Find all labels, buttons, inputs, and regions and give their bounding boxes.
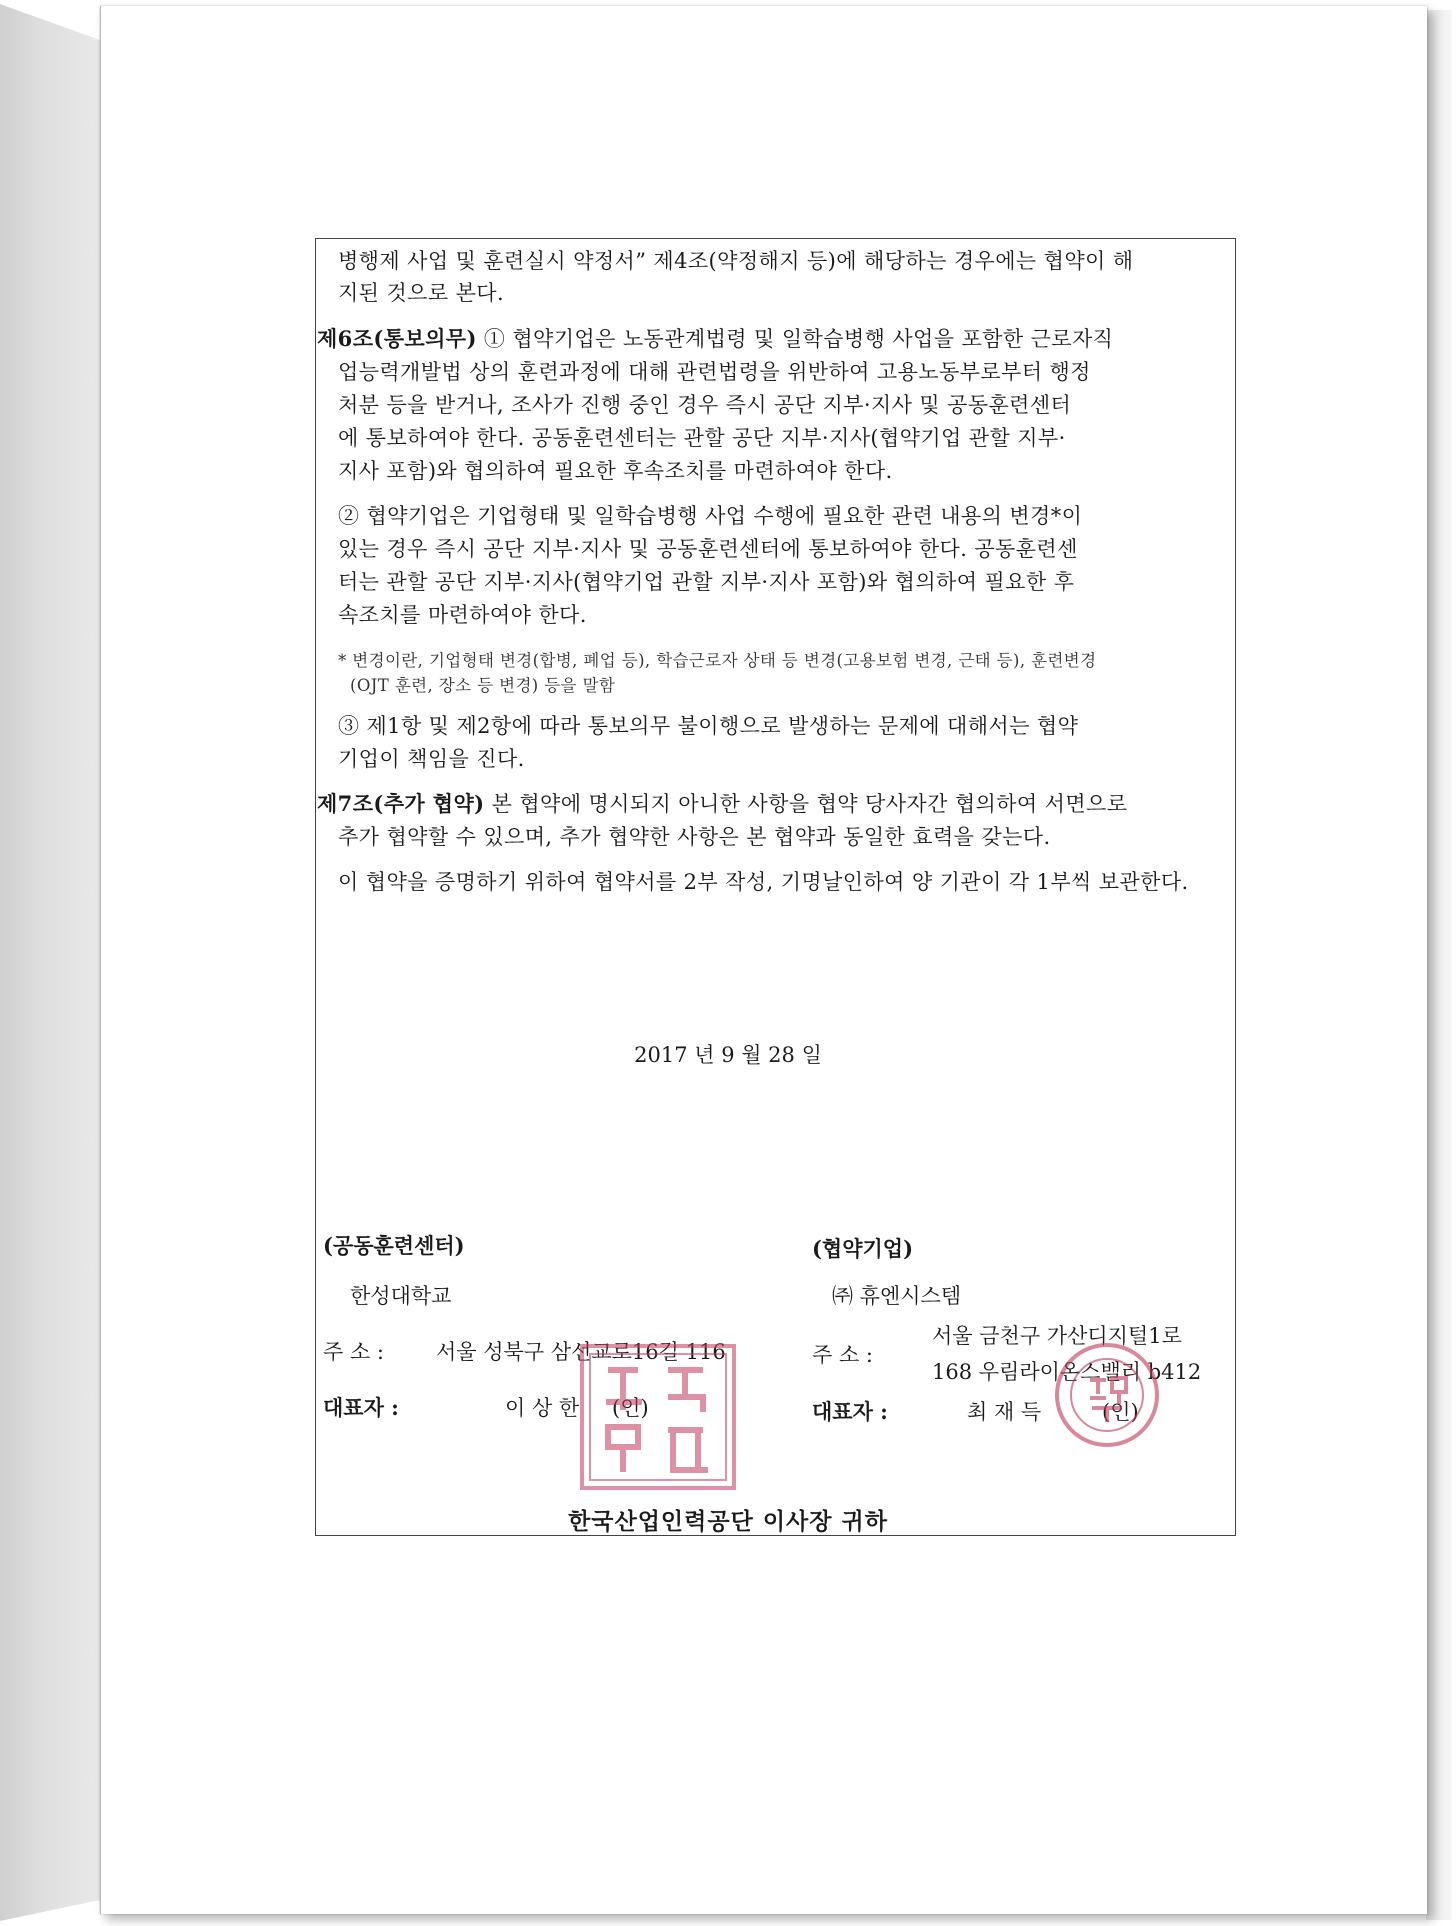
article6-heading: 제6조(통보의무) — [317, 326, 477, 351]
company-round-seal — [1052, 1340, 1162, 1450]
article7-first-line — [317, 788, 1127, 818]
article6-para1-line-1: ① 협약기업은 노동관계법령 및 일학습병행 사업을 포함한 근로자직 — [476, 327, 1114, 351]
continuation-line-2: 지된 것으로 본다. — [338, 281, 505, 305]
right-party-label: (협약기업) — [812, 1236, 914, 1261]
agreement-date: 2017 년 9 월 28 일 — [634, 1043, 822, 1067]
article7-line-2: 추가 협약할 수 있으며, 추가 협약한 사항은 본 협약과 동일한 효력을 갖는다. — [338, 825, 1051, 849]
right-rep-name: 최 재 득 — [967, 1400, 1042, 1424]
article6-para2-line-2: 있는 경우 즉시 공단 지부·지사 및 공동훈련센터에 통보하여야 한다. 공동훈련센 — [338, 537, 1078, 561]
recipient-line: 한국산업인력공단 이사장 귀하 — [568, 1508, 888, 1535]
right-party-name: ㈜ 휴엔시스템 — [832, 1284, 962, 1308]
change-note-line-2: (OJT 훈련, 장소 등 변경) 등을 말함 — [350, 676, 616, 695]
left-address: 서울 성북구 삼선교로16길 116 — [436, 1340, 726, 1364]
left-seal-mark: (인) — [612, 1396, 649, 1420]
change-note-line-1: * 변경이란, 기업형태 변경(합병, 폐업 등), 학습근로자 상태 등 변경(고용보험 변경, 근태 등), 훈련변경 — [338, 651, 1097, 670]
continuation-line-1: 병행제 사업 및 훈련실시 약정서” 제4조(약정해지 등)에 해당하는 경우에는 협약이 해 — [338, 249, 1134, 273]
right-address-line-2: 168 우림라이온스밸리 b412 — [932, 1360, 1202, 1384]
article6-para2-line-1: ② 협약기업은 기업형태 및 일학습병행 사업 수행에 필요한 관련 내용의 변경*이 — [338, 504, 1083, 528]
article6-para1-line-4: 에 통보하여야 한다. 공동훈련센터는 관할 공단 지부·지사(협약기업 관할 지부· — [338, 426, 1066, 450]
article6-para2-line-3: 터는 관할 공단 지부·지사(협약기업 관할 지부·지사 포함)와 협의하여 필요한 후 — [338, 570, 1075, 594]
article6-first-line — [317, 323, 1113, 353]
left-address-label: 주 소 : — [323, 1340, 384, 1364]
right-address-label: 주 소 : — [812, 1343, 873, 1367]
left-rep-label: 대표자 : — [323, 1395, 399, 1420]
right-address-line-1: 서울 금천구 가산디지털1로 — [932, 1324, 1182, 1348]
article6-para2-line-4: 속조치를 마련하여야 한다. — [338, 603, 587, 627]
right-rep-label: 대표자 : — [812, 1399, 888, 1424]
article6-para1-line-3: 처분 등을 받거나, 조사가 진행 중인 경우 즉시 공단 지부·지사 및 공동훈련센터 — [338, 393, 1072, 417]
article6-para3-line-1: ③ 제1항 및 제2항에 따라 통보의무 불이행으로 발생하는 문제에 대해서는 협약 — [338, 714, 1079, 738]
article7-line-1: 본 협약에 명시되지 아니한 사항을 협약 당사자간 협의하여 서면으로 — [484, 792, 1128, 816]
book-spine — [0, 0, 100, 1926]
article6-para1-line-5: 지사 포함)와 협의하여 필요한 후속조치를 마련하여야 한다. — [338, 459, 893, 483]
article6-para3-line-2: 기업이 책임을 진다. — [338, 747, 525, 771]
right-seal-mark: (인) — [1102, 1400, 1139, 1424]
article6-para1-line-2: 업능력개발법 상의 훈련과정에 대해 관련법령을 위반하여 고용노동부로부터 행정 — [338, 360, 1091, 384]
left-party-label: (공동훈련센터) — [323, 1233, 465, 1258]
left-party-name: 한성대학교 — [350, 1284, 452, 1308]
page-edge-shadow — [1426, 10, 1452, 1920]
university-square-seal — [578, 1342, 738, 1492]
left-rep-name: 이 상 한 — [505, 1396, 580, 1420]
article7-heading: 제7조(추가 협약) — [317, 791, 485, 816]
closing-statement: 이 협약을 증명하기 위하여 협약서를 2부 작성, 기명날인하여 양 기관이 각 1부씩 보관한다. — [338, 870, 1189, 894]
